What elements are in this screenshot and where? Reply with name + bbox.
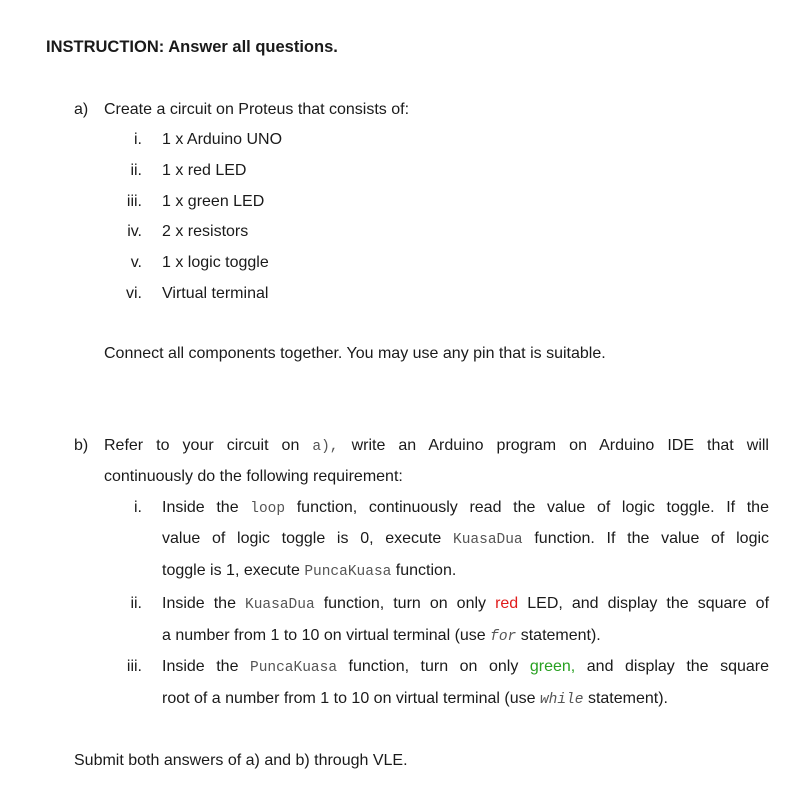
code-ref: a), [312, 439, 339, 455]
list-item-number: iv. [127, 223, 142, 240]
list-item-line: Inside the PuncaKuasa function, turn on only green, and display the square [162, 658, 769, 676]
list-item: 1 x Arduino UNO [162, 131, 283, 148]
list-item-number: vi. [126, 285, 142, 302]
question-b-intro-line1: Refer to your circuit on a), write an Arduino program on Arduino IDE that will [104, 437, 769, 455]
list-item: 2 x resistors [162, 223, 249, 240]
list-item-line: a number from 1 to 10 on virtual terminal (use for statement). [162, 627, 601, 645]
list-item-number: ii. [130, 595, 142, 612]
code-ref: while [539, 692, 584, 708]
question-b-intro-line2: continuously do the following requirement: [104, 468, 403, 485]
list-item-number: iii. [126, 193, 142, 210]
submission-note: Submit both answers of a) and b) through VLE. [74, 752, 408, 769]
code-ref: PuncaKuasa [304, 564, 392, 580]
list-item-line: Inside the loop function, continuously read the value of logic toggle. If the [162, 499, 769, 517]
list-item-number: ii. [130, 162, 142, 179]
list-item: 1 x red LED [162, 162, 247, 179]
list-item: Virtual terminal [162, 285, 269, 302]
list-item-number: i. [134, 131, 142, 148]
code-ref: KuasaDua [245, 597, 315, 613]
code-ref: PuncaKuasa [250, 660, 338, 676]
list-item-number: v. [130, 254, 142, 271]
question-a-marker: a) [74, 101, 89, 118]
list-item-line: root of a number from 1 to 10 on virtual terminal (use while statement). [162, 690, 668, 708]
list-item-number: i. [134, 499, 142, 516]
list-item-line: value of logic toggle is 0, execute KuasaDua function. If the value of logic [162, 530, 770, 548]
code-ref: loop [250, 501, 286, 517]
list-item: 1 x green LED [162, 193, 265, 210]
list-item-number: iii. [126, 658, 142, 675]
list-item: 1 x logic toggle [162, 254, 269, 271]
question-a-intro: Create a circuit on Proteus that consists of: [104, 101, 410, 118]
red-highlight: red [495, 595, 519, 612]
code-ref: KuasaDua [453, 532, 523, 548]
list-item-line: toggle is 1, execute PuncaKuasa function. [162, 562, 457, 580]
question-a-closing: Connect all components together. You may use any pin that is suitable. [104, 345, 606, 362]
list-item-line: Inside the KuasaDua function, turn on only red LED, and display the square of [162, 595, 770, 613]
code-ref: for [490, 629, 517, 645]
page-title: INSTRUCTION: Answer all questions. [46, 38, 338, 56]
question-b-marker: b) [74, 437, 89, 454]
green-highlight: green, [529, 658, 576, 675]
